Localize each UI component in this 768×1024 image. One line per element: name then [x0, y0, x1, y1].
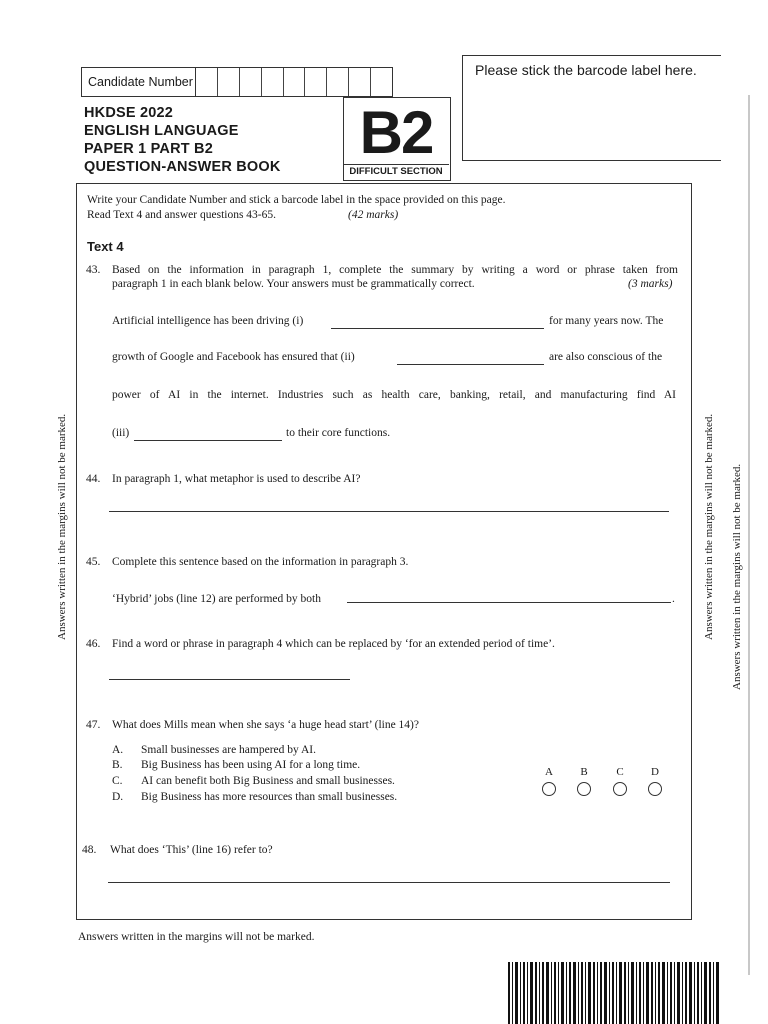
summary-text: Artificial intelligence has been driving (i)	[112, 315, 304, 327]
sentence-stem: ‘Hybrid’ jobs (line 12) are performed by both	[112, 593, 321, 605]
section-code: B2	[359, 99, 433, 166]
answer-bubble-c[interactable]	[613, 782, 627, 796]
question-number: 43.	[86, 264, 101, 276]
candidate-number-box	[81, 67, 393, 97]
option-letter: A.	[112, 744, 124, 756]
option-letter: D.	[112, 791, 124, 803]
title-line: HKDSE 2022	[84, 105, 174, 121]
summary-text: for many years now. The	[549, 315, 664, 327]
candidate-digit-cell[interactable]	[240, 68, 262, 96]
bubble-label: C	[616, 766, 624, 778]
barcode-instruction: Please stick the barcode label here.	[475, 62, 697, 78]
instruction-line-1: Write your Candidate Number and stick a barcode label in the space provided on this page.	[87, 194, 506, 206]
candidate-digit-cell[interactable]	[284, 68, 306, 96]
answer-bubble-d[interactable]	[648, 782, 662, 796]
summary-text: are also conscious of the	[549, 351, 663, 363]
question-prompt: Complete this sentence based on the information in paragraph 3.	[112, 556, 409, 568]
bubble-label: B	[580, 766, 588, 778]
question-prompt: In paragraph 1, what metaphor is used to describe AI?	[112, 473, 361, 485]
question-number: 44.	[86, 473, 101, 485]
answer-frame	[76, 183, 692, 920]
title-line: ENGLISH LANGUAGE	[84, 123, 239, 139]
question-prompt: What does Mills mean when she says ‘a huge head start’ (line 14)?	[112, 719, 419, 731]
candidate-digit-cell[interactable]	[262, 68, 284, 96]
option-text: AI can benefit both Big Business and small businesses.	[141, 775, 395, 787]
candidate-digit-cell[interactable]	[196, 68, 218, 96]
summary-text: power of AI in the internet. Industries such as health care, banking, retail, and manufacturing find AI	[112, 389, 676, 401]
question-prompt: What does ‘This’ (line 16) refer to?	[110, 844, 273, 856]
answer-bubble-a[interactable]	[542, 782, 556, 796]
option-text: Big Business has been using AI for a long time.	[141, 759, 361, 771]
section-label: DIFFICULT SECTION	[343, 164, 449, 177]
option-text: Small businesses are hampered by AI.	[141, 744, 317, 756]
margin-notice-right-outer: Answers written in the margins will not be marked.	[731, 463, 743, 690]
candidate-digit-cell[interactable]	[349, 68, 371, 96]
answer-line[interactable]	[109, 511, 669, 512]
bubble-label: D	[651, 766, 659, 778]
text-heading: Text 4	[87, 239, 124, 254]
candidate-digit-cell[interactable]	[218, 68, 240, 96]
question-number: 47.	[86, 719, 101, 731]
question-prompt: Based on the information in paragraph 1, complete the summary by writing a word or phrase taken from	[112, 264, 678, 276]
margin-notice-footer: Answers written in the margins will not be marked.	[78, 931, 315, 943]
answer-bubble-b[interactable]	[577, 782, 591, 796]
summary-text: growth of Google and Facebook has ensured that (ii)	[112, 351, 355, 363]
bubble-label: A	[545, 766, 553, 778]
question-number: 46.	[86, 638, 101, 650]
candidate-digit-cell[interactable]	[327, 68, 349, 96]
question-prompt: Find a word or phrase in paragraph 4 which can be replaced by ‘for an extended period of time’.	[112, 638, 555, 650]
question-marks: (3 marks)	[628, 278, 673, 290]
summary-text: to their core functions.	[286, 427, 391, 439]
answer-blank-iii[interactable]	[134, 440, 282, 441]
question-prompt: paragraph 1 in each blank below. Your answers must be grammatically correct.	[112, 278, 475, 290]
option-text: Big Business has more resources than small businesses.	[141, 791, 398, 803]
title-line: PAPER 1 PART B2	[84, 141, 213, 157]
margin-notice-right: Answers written in the margins will not be marked.	[703, 413, 715, 640]
instruction-line-2: Read Text 4 and answer questions 43-65.	[87, 209, 277, 221]
candidate-digit-cell[interactable]	[371, 68, 392, 96]
question-number: 48.	[82, 844, 97, 856]
option-letter: C.	[112, 775, 123, 787]
instruction-marks: (42 marks)	[348, 209, 399, 221]
exam-title	[84, 104, 281, 176]
answer-line[interactable]	[347, 602, 671, 603]
answer-blank-ii[interactable]	[397, 364, 544, 365]
sentence-end: .	[672, 593, 675, 605]
barcode-icon	[508, 962, 720, 1024]
answer-blank-i[interactable]	[331, 328, 544, 329]
candidate-number-label: Candidate Number	[82, 68, 196, 96]
page-edge-shadow	[748, 95, 750, 975]
question-number: 45.	[86, 556, 101, 568]
answer-line[interactable]	[108, 882, 670, 883]
summary-text: (iii)	[112, 427, 130, 439]
answer-line[interactable]	[109, 679, 350, 680]
margin-notice-left: Answers written in the margins will not be marked.	[56, 413, 68, 640]
option-letter: B.	[112, 759, 123, 771]
title-line: QUESTION-ANSWER BOOK	[84, 159, 281, 175]
barcode-graphic	[508, 962, 720, 1024]
candidate-digit-cell[interactable]	[305, 68, 327, 96]
